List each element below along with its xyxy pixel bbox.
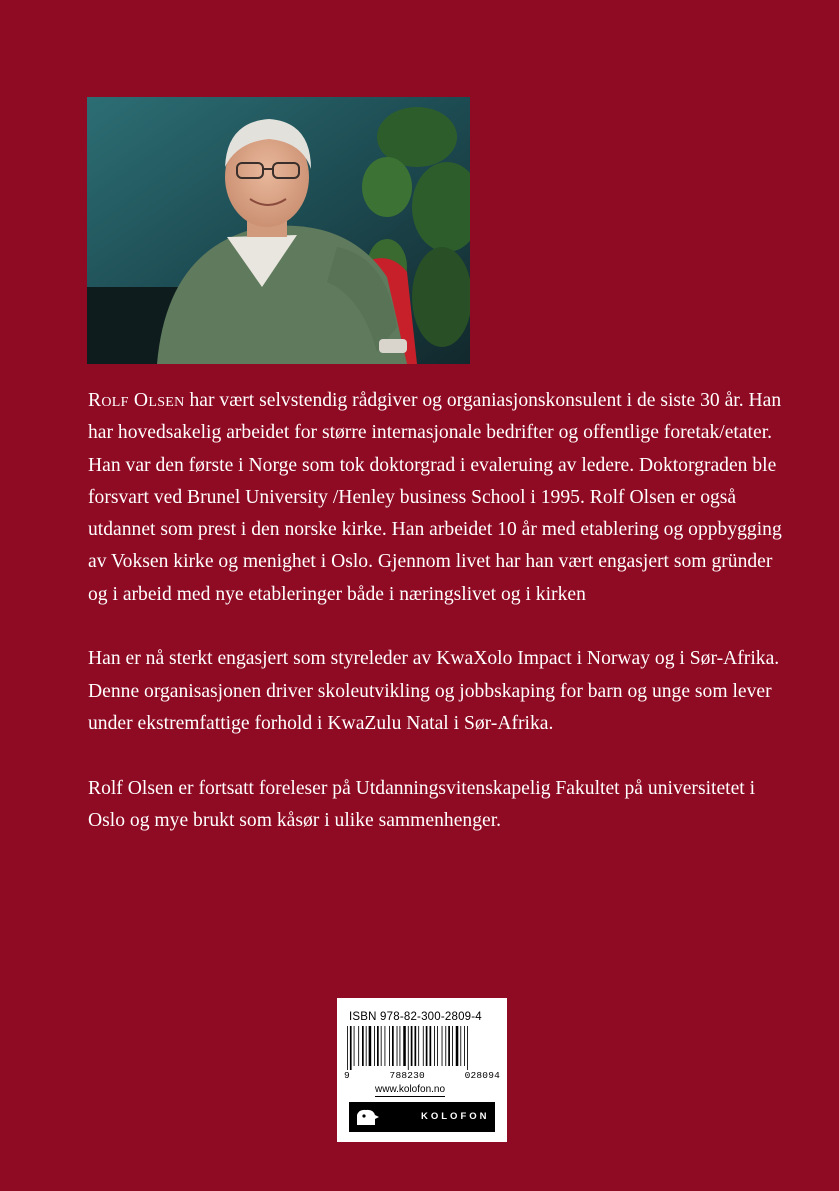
barcode-bar bbox=[415, 1026, 417, 1066]
author-name: Rolf Olsen bbox=[88, 390, 185, 411]
barcode-bar bbox=[389, 1026, 390, 1066]
barcode-bar bbox=[347, 1026, 348, 1070]
bio-paragraph-1-text: har vært selvstendig rådgiver og organiasjonskonsulent i de siste 30 år. Han har hovedsakelig arbeidet for større internasjonale bedrifter og offentlige foretak/etater. Han var den første i Norge som tok doktorgrad i evaleruing av ledere. Doktorgraden ble forsvart ved Brunel University /Henley business School i 1995. Rolf Olsen er også utdannet som prest i den norske kirke. Han arbeidet 10 år med etablering og oppbygging av Voksen kirke og menighet i Oslo. Gjennom livet har han vært engasjert som gründer og i arbeid med nye etableringer både i næringslivet og i kirken bbox=[88, 390, 782, 605]
barcode-digits-right: 028094 bbox=[464, 1070, 500, 1081]
barcode-bar bbox=[369, 1026, 372, 1066]
barcode-bar bbox=[430, 1026, 432, 1066]
barcode-image bbox=[345, 1026, 501, 1070]
publisher-logo-bar bbox=[349, 1102, 495, 1132]
bio-paragraph-3: Rolf Olsen er fortsatt foreleser på Utdanningsvitenskapelig Fakultet på universitetet i Oslo og mye brukt som kåsør i ulike sammenhenger. bbox=[88, 777, 756, 831]
isbn-label: ISBN 978-82-300-2809-4 bbox=[349, 1011, 482, 1023]
barcode-bar bbox=[403, 1026, 406, 1066]
barcode-bar bbox=[426, 1026, 428, 1066]
bio-paragraph-1 bbox=[88, 385, 788, 611]
bio-paragraph-2: Han er nå sterkt engasjert som styreleder av KwaXolo Impact i Norway og i Sør-Afrika. Denne organisasjonen driver skoleutvikling og jobbskaping for barn og unge som lever under ekstremfattige forhold i KwaZulu Natal i Sør-Afrika. bbox=[88, 648, 780, 734]
author-photo-image bbox=[87, 97, 470, 364]
barcode-bar bbox=[400, 1026, 401, 1066]
barcode-bar bbox=[442, 1026, 443, 1066]
barcode-bar bbox=[381, 1026, 382, 1066]
publisher-name: KOLOFON bbox=[421, 1111, 490, 1122]
barcode-bar bbox=[460, 1026, 461, 1066]
barcode-bar bbox=[354, 1026, 355, 1066]
barcode-bar bbox=[418, 1026, 419, 1066]
barcode-bar bbox=[374, 1026, 375, 1066]
barcode-bar bbox=[392, 1026, 394, 1066]
barcode-bar bbox=[408, 1026, 409, 1070]
publisher-website: www.kolofon.no bbox=[375, 1084, 446, 1095]
barcode-bar bbox=[397, 1026, 398, 1066]
barcode-digits-left: 788230 bbox=[389, 1070, 425, 1081]
barcode-bar bbox=[448, 1026, 450, 1066]
barcode-bar bbox=[434, 1026, 435, 1066]
publisher-logo-icon bbox=[355, 1107, 381, 1127]
barcode-bar bbox=[366, 1026, 367, 1066]
barcode-bar bbox=[411, 1026, 413, 1066]
barcode-bar bbox=[362, 1026, 364, 1066]
barcode-bar bbox=[456, 1026, 459, 1066]
barcode-digits bbox=[344, 1070, 500, 1081]
author-photo bbox=[87, 97, 470, 364]
author-bio bbox=[88, 385, 788, 869]
barcode-bar bbox=[437, 1026, 438, 1066]
barcode-bar bbox=[377, 1026, 379, 1066]
barcode-bar bbox=[467, 1026, 468, 1070]
barcode-bar bbox=[452, 1026, 453, 1066]
barcode-bar bbox=[358, 1026, 359, 1066]
barcode-bar bbox=[423, 1026, 424, 1066]
barcode-bar bbox=[350, 1026, 352, 1070]
isbn-barcode-block bbox=[337, 998, 507, 1142]
barcode-digit-lead: 9 bbox=[344, 1070, 350, 1081]
barcode-bar bbox=[464, 1026, 465, 1066]
barcode-bar bbox=[385, 1026, 386, 1066]
barcode-bar bbox=[445, 1026, 446, 1066]
